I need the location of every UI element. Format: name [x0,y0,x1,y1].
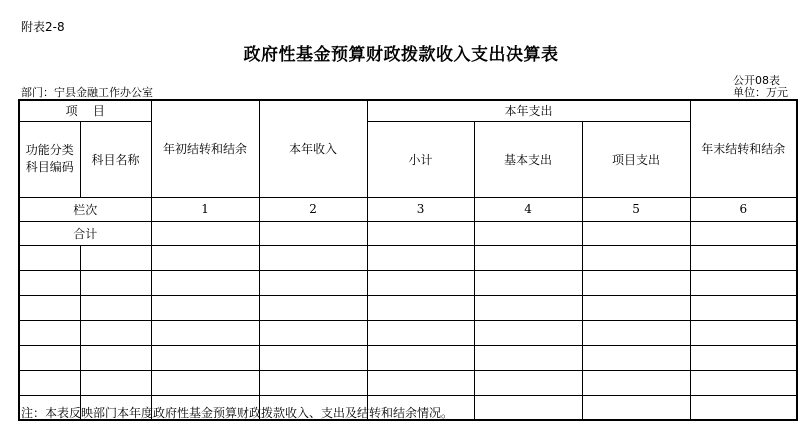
row-label-column-index: 栏次 [19,197,151,221]
table-cell [474,245,582,270]
table-cell [367,221,474,245]
table-cell [259,345,367,370]
row-label-total: 合计 [19,221,151,245]
header-project-expense: 项目支出 [582,121,690,197]
column-number: 4 [474,197,582,221]
table-cell [151,370,259,395]
table-cell [474,320,582,345]
table-cell [582,395,690,420]
table-cell [259,245,367,270]
page-title: 政府性基金预算财政拨款收入支出决算表 [243,45,559,65]
table-cell [19,320,80,345]
table-cell [474,270,582,295]
table-cell [259,270,367,295]
table-cell [19,345,80,370]
table-cell [690,295,797,320]
table-cell [151,221,259,245]
table-row [19,295,797,320]
table-row [19,370,797,395]
header-end-balance: 年末结转和结余 [690,100,797,197]
header-basic-expense: 基本支出 [474,121,582,197]
appendix-label: 附表2-8 [21,20,65,34]
table-cell [690,270,797,295]
table-cell [474,221,582,245]
table-cell [474,345,582,370]
table-cell [367,295,474,320]
table-row [19,270,797,295]
column-number: 5 [582,197,690,221]
table-cell [151,295,259,320]
footnote: 注：本表反映部门本年度政府性基金预算财政拨款收入、支出及结转和结余情况。 [21,406,454,420]
table-cell [367,270,474,295]
table-cell [80,245,151,270]
table-cell [582,245,690,270]
unit-label: 单位：万元 [733,86,788,99]
table-cell [151,270,259,295]
table-cell [80,345,151,370]
header-subtotal: 小计 [367,121,474,197]
table-cell [259,295,367,320]
column-index-row [19,197,797,221]
table-cell [690,221,797,245]
table-cell [690,370,797,395]
table-cell [582,295,690,320]
table-cell [582,370,690,395]
table-cell [19,245,80,270]
table-cell [690,345,797,370]
table-cell [474,370,582,395]
table-cell [259,320,367,345]
header-current-income: 本年收入 [259,100,367,197]
table-cell [151,345,259,370]
header-func-code-line1: 功能分类 [25,143,74,157]
column-number: 1 [151,197,259,221]
table-cell [474,395,582,420]
department-label: 部门：宁县金融工作办公室 [21,86,153,99]
header-func-code-line2: 科目编码 [25,160,74,174]
table-cell [19,270,80,295]
table-cell [80,270,151,295]
table-cell [367,370,474,395]
header-current-expense: 本年支出 [367,100,690,121]
header-item: 项 目 [19,100,151,121]
table-cell [367,345,474,370]
table-cell [367,245,474,270]
budget-table [18,99,798,421]
table-cell [690,320,797,345]
table-cell [151,320,259,345]
table-cell [259,370,367,395]
table-cell [582,345,690,370]
header-begin-balance: 年初结转和结余 [151,100,259,197]
table-cell [80,320,151,345]
table-row [19,345,797,370]
table-cell [151,245,259,270]
column-number: 6 [690,197,797,221]
table-cell [259,221,367,245]
form-code: 公开08表 [733,74,780,87]
table-cell [19,370,80,395]
total-row [19,221,797,245]
table-cell [80,370,151,395]
table-cell [19,295,80,320]
table-cell [474,295,582,320]
table-row [19,245,797,270]
column-number: 3 [367,197,474,221]
table-cell [582,221,690,245]
table-cell [690,245,797,270]
column-number: 2 [259,197,367,221]
table-cell [367,320,474,345]
table-cell [582,270,690,295]
table-row [19,320,797,345]
table-cell [582,320,690,345]
table-cell [690,395,797,420]
header-func-code [19,121,80,197]
header-subject-name: 科目名称 [80,121,151,197]
table-cell [80,295,151,320]
